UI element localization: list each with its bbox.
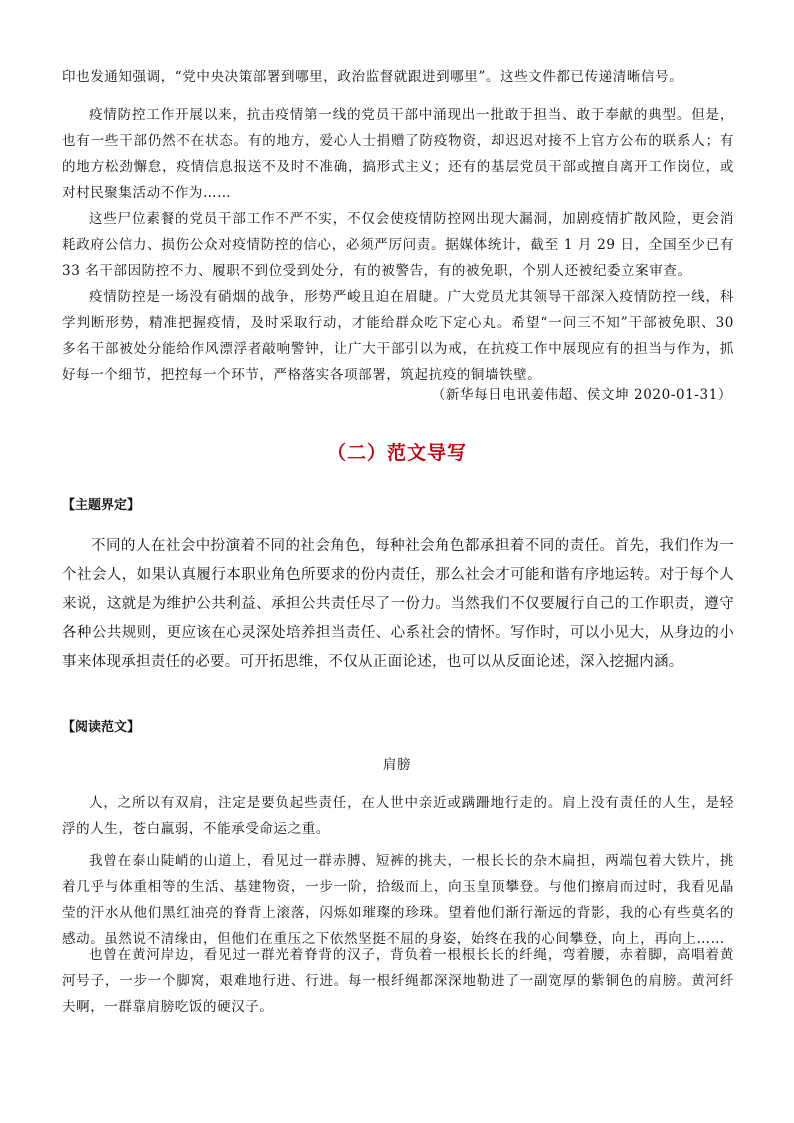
- essay-paragraph-1: [62, 790, 734, 842]
- section-title: （二）范文导写: [326, 442, 467, 464]
- article-paragraph-4: [62, 284, 734, 388]
- essay-text-1: 人，之所以有双肩，注定是要负起些责任，在人世中亲近或蹒跚地行走的。肩上没有责任的人生，是轻浮的人生，苍白羸弱，不能承受命运之重。: [62, 795, 734, 837]
- essay-paragraph-2: [62, 848, 734, 952]
- article-paragraph-3: [62, 206, 734, 284]
- essay-text-3: 也曾在黄河岸边，看见过一群光着脊背的汉子，背负着一根根长长的纤绳，弯着腰，赤着脚，高唱着黄河号子，一步一个脚窝，艰难地行进、行进。每一根纤绳都深深地勒进了一副宽厚的紫铜色的肩膀。黄河纤夫啊，一群靠肩膀吃饭的硬汉子。: [62, 947, 734, 1015]
- essay-title: 肩膀: [382, 757, 412, 773]
- article-text-1: 印也发通知强调，“党中央决策部署到哪里，政治监督就跟进到哪里”。这些文件都已传递清晰信号。: [62, 69, 684, 85]
- article-paragraph-1: [62, 64, 734, 90]
- theme-label: 【主题界定】: [62, 498, 141, 513]
- article-paragraph-2: [62, 102, 734, 206]
- essay-paragraph-3: [62, 942, 734, 1020]
- essay-text-2: 我曾在泰山陡峭的山道上，看见过一群赤膊、短裤的挑夫，一根长长的杂木扁担，两端包着大铁片，挑着几乎与体重相等的生活、基建物资，一步一阶，拾级而上，向玉皇顶攀登。与他们擦肩而过时，我看见晶莹的汗水从他们黑红油亮的脊背上滚落，闪烁如璀璨的珍珠。望着他们渐行渐远的背影，我的心有些莫名的感动。虽然说不清缘由，但他们在重压之下依然坚挺不屈的身姿，始终在我的心间攀登，向上，再向上……: [62, 853, 734, 947]
- article-text-4: 疫情防控是一场没有硝烟的战争，形势严峻且迫在眉睫。广大党员尤其领导干部深入疫情防控一线，科学判断形势，精准把握疫情，及时采取行动，才能给群众吃下定心丸。希望“一问三不知”干部被免职、30 多名干部被处分能给作风漂浮者敲响警钟，让广大干部引以为戒，在抗疫工作中展现应有的担当与作为，抓好每一个细节，把控每一个环节，严格落实各项部署，筑起抗疫的铜墙铁壁。: [62, 289, 734, 383]
- article-text-3: 这些尸位素餐的党员干部工作不严不实，不仅会使疫情防控网出现大漏洞，加剧疫情扩散风险，更会消耗政府公信力、损伤公众对疫情防控的信心，必须严厉问责。据媒体统计，截至 1 月 29 日，全国至少已有 33 名干部因防控不力、履职不到位受到处分，有的被警告，有的被免职，个别人还被纪委立案审查。: [62, 211, 734, 279]
- reading-label: 【阅读范文】: [62, 720, 141, 735]
- theme-text: 不同的人在社会中扮演着不同的社会角色，每种社会角色都承担着不同的责任。首先，我们作为一个社会人，如果认真履行本职业角色所要求的份内责任，那么社会才可能和谐有序地运转。对于每个人来说，这就是为维护公共利益、承担公共责任尽了一份力。当然我们不仅要履行自己的工作职责，遵守各种公共规则，更应该在心灵深处培养担当责任、心系社会的情怀。写作时，可以小见大，从身边的小事来体现承担责任的必要。可开拓思维，不仅从正面论述，也可以从反面论述，深入挖掘内涵。: [62, 538, 734, 670]
- article-text-2: 疫情防控工作开展以来，抗击疫情第一线的党员干部中涌现出一批敢于担当、敢于奉献的典型。但是，也有一些干部仍然不在状态。有的地方，爱心人士捐赠了防疫物资，却迟迟对接不上官方公布的联系人；有的地方松劲懈怠，疫情信息报送不及时不准确，搞形式主义；还有的基层党员干部或擅自离开工作岗位，或对村民聚集活动不作为……: [62, 107, 734, 201]
- theme-paragraph: [62, 532, 734, 677]
- article-source: （新华每日电讯姜伟超、侯文坤 2020-01-31）: [431, 387, 732, 403]
